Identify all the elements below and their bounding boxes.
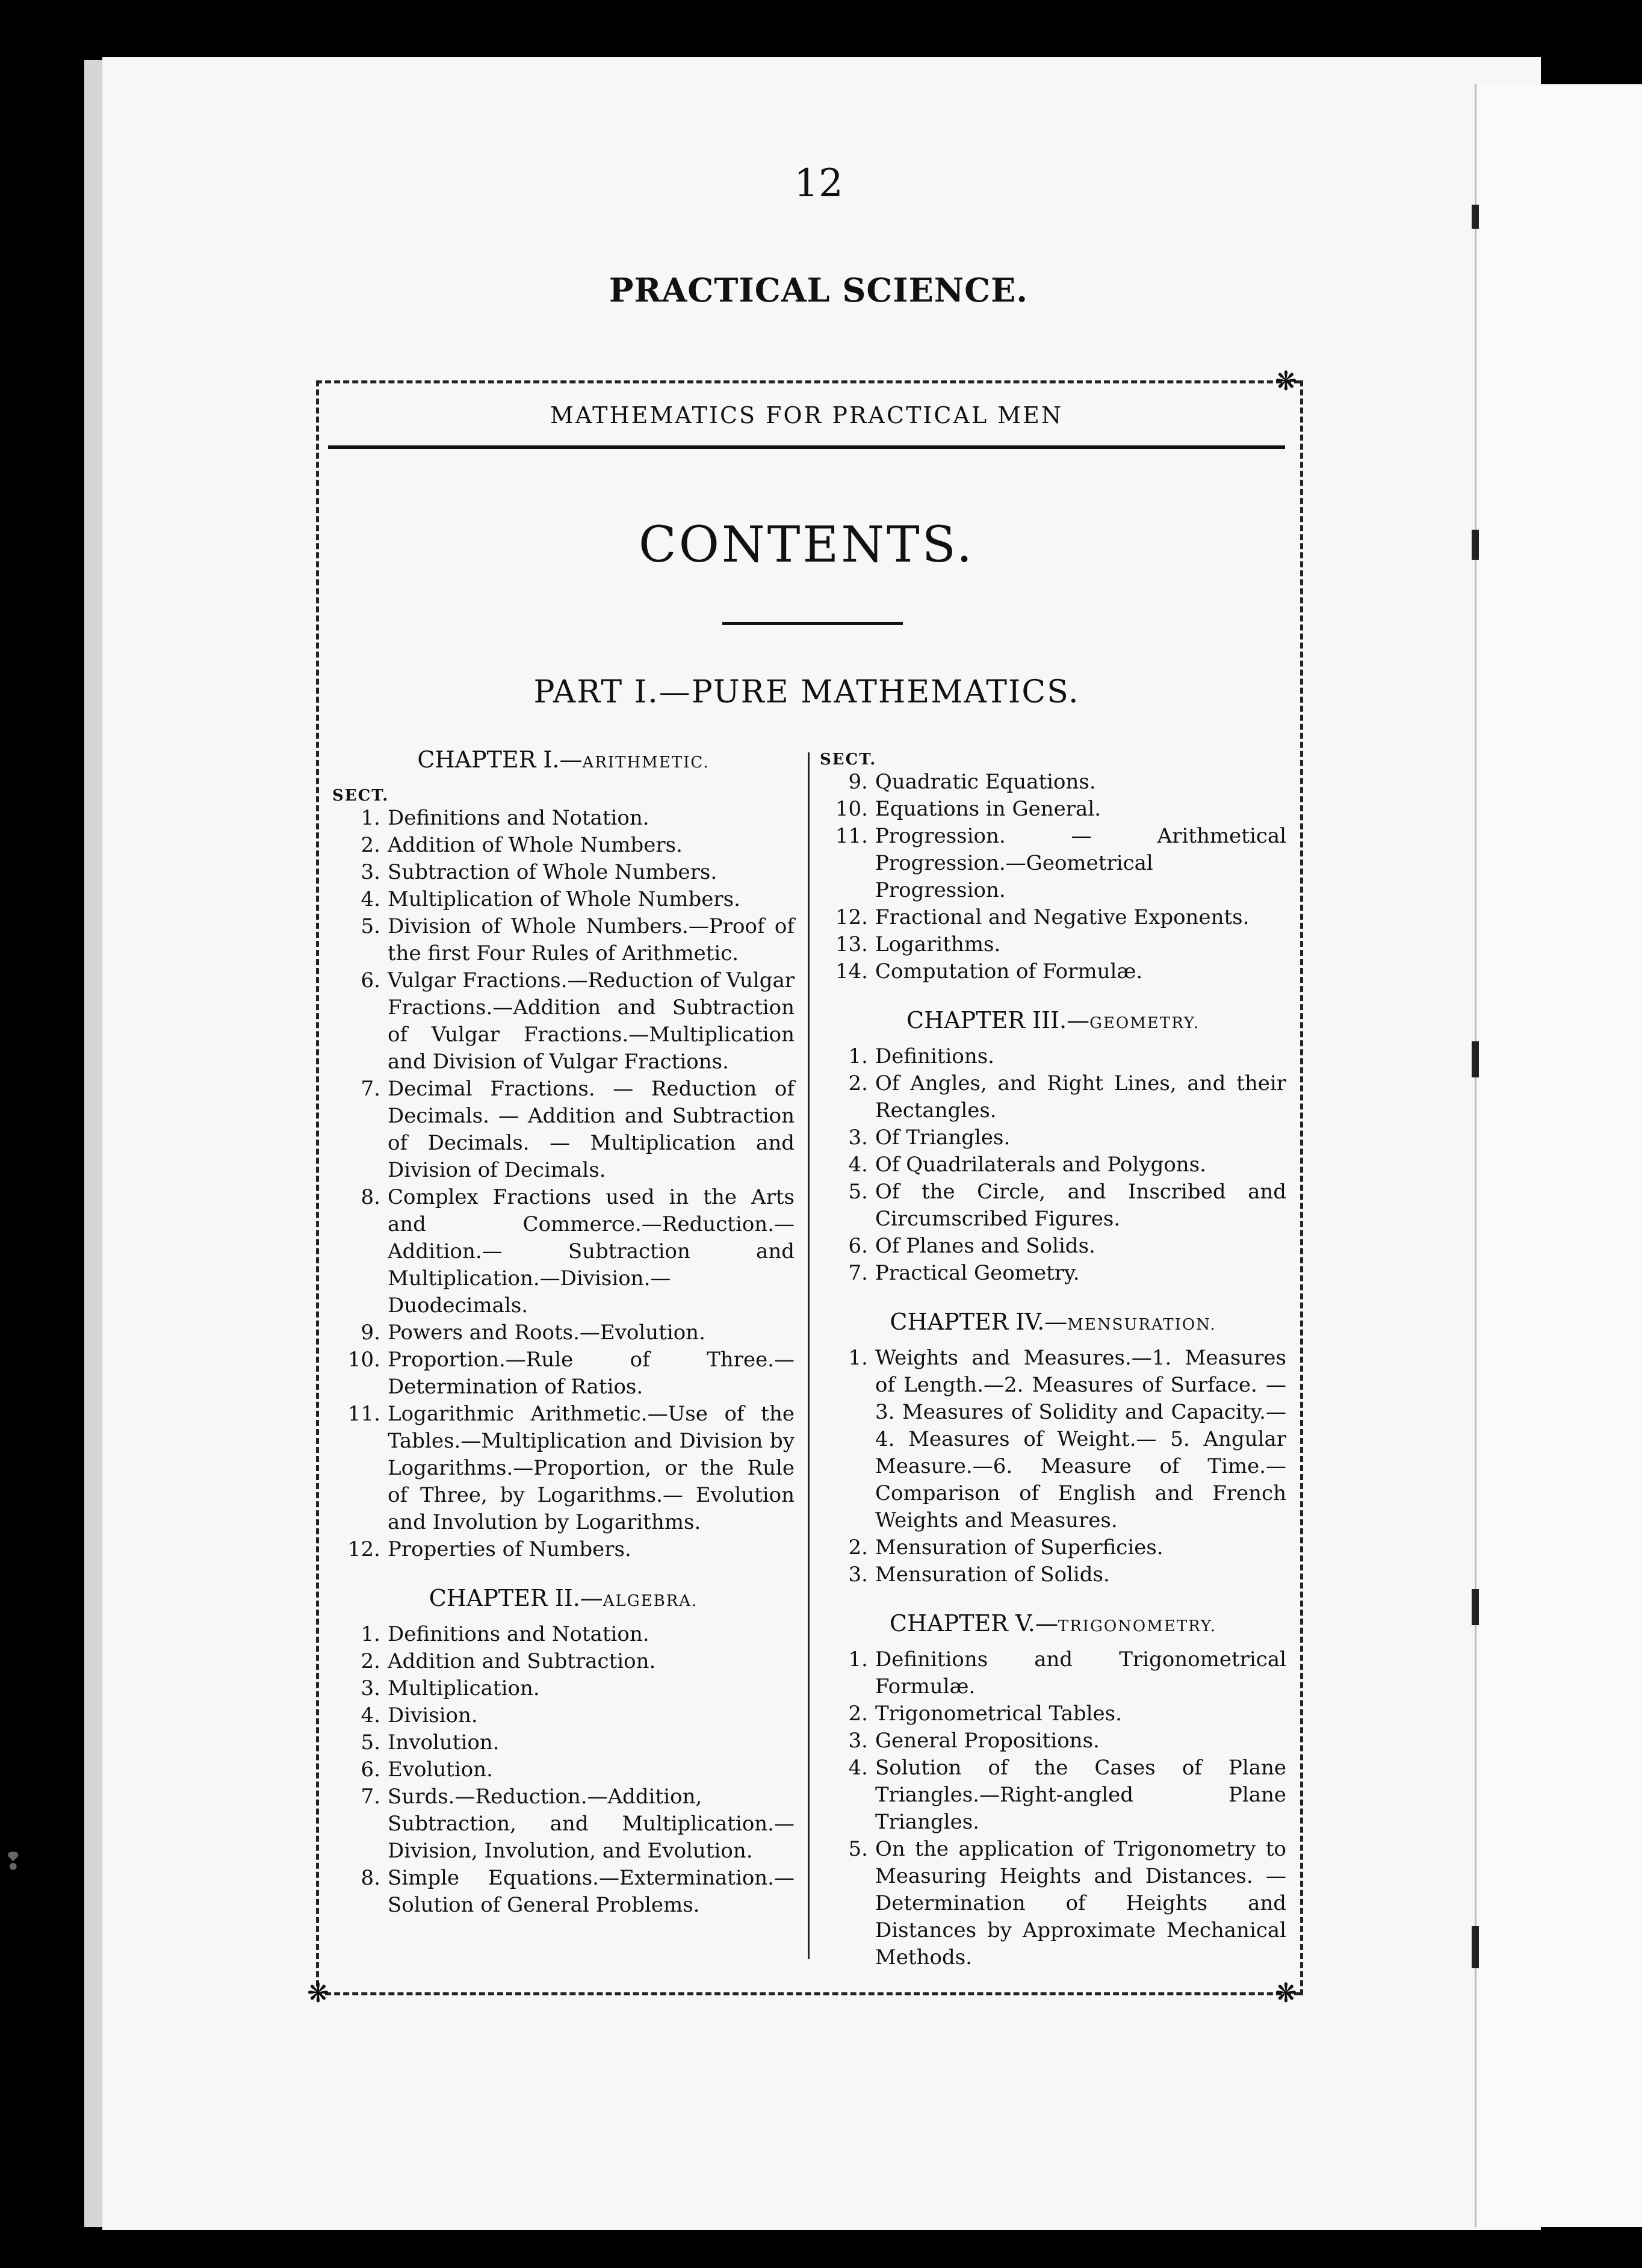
section-number: 11. [835,824,868,848]
section-title: Definitions and Notation. [388,806,649,830]
contents-entry [332,1702,795,1729]
section-title: Computation of Formulæ. [875,959,1143,984]
section-number: 7. [848,1261,868,1285]
section-number: 2. [361,833,380,857]
contents-entry [820,1836,1286,1971]
section-number: 13. [835,932,868,956]
section-number: 2. [848,1535,868,1560]
corner-ornament-icon: ❋ [1275,366,1297,397]
section-number: 9. [848,770,868,794]
contents-entry [820,958,1286,985]
contents-entry [820,1646,1286,1700]
contents-entry [332,913,795,967]
section-title: Evolution. [388,1758,493,1782]
contents-entry [820,769,1286,796]
section-title: Trigonometrical Tables. [875,1702,1122,1726]
sect-label: SECT. [332,787,389,805]
contents-entry [820,904,1286,931]
contents-entry [332,1401,795,1536]
section-title: Division. [388,1703,478,1727]
section-title: Simple Equations.—Extermination.— Solution of General Problems. [388,1866,795,1917]
section-title: Fractional and Negative Exponents. [875,905,1250,929]
section-title: Weights and Measures.—1. Measures of Length.—2. Measures of Surface. —3. Measures of Solidity and Capacity.—4. Measures of Weight.— 5. Angular Measure.—6. Measure of Time.—Comparison of English and French Weights and Measures. [875,1346,1286,1532]
contents-entry [332,886,795,913]
section-title: General Propositions. [875,1729,1100,1753]
section-title: Logarithms. [875,932,1001,956]
section-number: 7. [361,1785,380,1809]
title-rule [328,445,1285,449]
frame-bottom-border [316,1992,1300,1995]
section-title: Addition and Subtraction. [388,1649,656,1673]
section-number: 6. [361,968,380,993]
section-title: Decimal Fractions. — Reduction of Decimals. — Addition and Subtraction of Decimals. — Multiplication and Division of Decimals. [388,1077,795,1182]
contents-entry [820,1070,1286,1124]
contents-entry [820,1124,1286,1151]
contents-entry [820,1179,1286,1233]
chapter-heading: CHAPTER V.—TRIGONOMETRY. [889,1610,1217,1637]
section-number: 12. [347,1537,380,1561]
contents-entry [332,859,795,886]
contents-entry [332,805,795,832]
section-title: Quadratic Equations. [875,770,1096,794]
section-number: 9. [361,1321,380,1345]
contents-entry [820,1151,1286,1179]
section-title: Logarithmic Arithmetic.—Use of the Tables.—Multiplication and Division by Logarithms.—Proportion, or the Rule of Three, by Logarithms.— Evolution and Involution by Logarithms. [388,1402,795,1534]
section-number: 3. [361,1676,380,1700]
section-number: 6. [361,1758,380,1782]
section-number: 14. [835,959,868,984]
contents-entry [332,1675,795,1702]
contents-entry [820,1700,1286,1727]
chapter-heading: CHAPTER II.—ALGEBRA. [429,1585,698,1611]
contents-entry [820,1727,1286,1755]
section-number: 11. [347,1402,380,1426]
book-page-edge [84,60,105,2227]
contents-entry [332,1319,795,1346]
contents-entry [332,1346,795,1401]
contents-entry [332,1865,795,1919]
column-divider [808,752,810,1959]
part-heading: PART I.—PURE MATHEMATICS. [533,674,1080,710]
section-title: Solution of the Cases of Plane Triangles.—Right-angled Plane Triangles. [875,1756,1286,1834]
section-number: 2. [848,1702,868,1726]
section-title: Equations in General. [875,797,1101,821]
section-title: Proportion.—Rule of Three.—Determination of Ratios. [388,1348,795,1399]
right-column [820,746,1286,1971]
section-title: Subtraction of Whole Numbers. [388,860,717,884]
contents-entry [820,1345,1286,1534]
section-number: 3. [361,860,380,884]
contents-entry [820,1260,1286,1287]
contents-entry [820,823,1286,904]
section-number: 6. [848,1234,868,1258]
section-number: 1. [361,806,380,830]
section-number: 3. [848,1126,868,1150]
book-title: MATHEMATICS FOR PRACTICAL MEN [550,402,1064,429]
section-number: 4. [361,1703,380,1727]
section-title: Definitions and Trigonometrical Formulæ. [875,1647,1286,1699]
contents-entry [820,1043,1286,1070]
section-title: Of the Circle, and Inscribed and Circumscribed Figures. [875,1180,1286,1231]
contents-entry [332,1783,795,1865]
section-title: Properties of Numbers. [388,1537,631,1561]
section-title: Of Angles, and Right Lines, and their Rectangles. [875,1071,1286,1123]
section-title: Surds.—Reduction.—Addition, Subtraction, and Multiplication.—Division, Involution, and Evolution. [388,1785,795,1863]
frame-top-border [316,380,1300,383]
section-title: Involution. [388,1730,500,1755]
corner-ornament-icon: ❋ [307,1978,329,2009]
sect-label: SECT. [820,751,877,769]
chapter-entry-list [820,1345,1286,1588]
contents-entry [332,967,795,1076]
contents-entry [820,1233,1286,1260]
chapter-entry-list [820,769,1286,985]
contents-entry [820,1561,1286,1588]
section-title: Mensuration of Superficies. [875,1535,1163,1560]
contents-entry [332,832,795,859]
section-number: 2. [361,1649,380,1673]
chapter-heading: CHAPTER III.—GEOMETRY. [906,1007,1200,1033]
contents-entry [332,1648,795,1675]
section-title: Practical Geometry. [875,1261,1080,1285]
section-title: Of Triangles. [875,1126,1011,1150]
contents-entry [332,1076,795,1184]
section-number: 5. [848,1180,868,1204]
section-title: Multiplication. [388,1676,540,1700]
section-number: 3. [848,1729,868,1753]
chapter-entry-list [332,805,795,1563]
section-title: On the application of Trigonometry to Measuring Heights and Distances. — Determination of Heights and Distances by Approximate Mechanical Methods. [875,1837,1286,1969]
contents-entry [332,1729,795,1756]
section-title: Division of Whole Numbers.—Proof of the first Four Rules of Arithmetic. [388,914,795,965]
section-number: 1. [361,1622,380,1646]
section-title: Definitions and Notation. [388,1622,649,1646]
section-number: 2. [848,1071,868,1095]
facing-page [1475,84,1642,2227]
left-column [332,746,795,1919]
chapter-entry-list [820,1043,1286,1287]
section-title: Progression. — Arithmetical Progression.—Geometrical Progression. [875,824,1286,902]
contents-entry [332,1184,795,1319]
contents-entry [332,1621,795,1648]
heading-rule [722,622,903,625]
section-number: 5. [361,1730,380,1755]
section-title: Mensuration of Solids. [875,1563,1110,1587]
contents-entry [820,1534,1286,1561]
section-number: 10. [835,797,868,821]
running-head: PRACTICAL SCIENCE. [609,271,1029,309]
section-number: 8. [361,1866,380,1890]
section-number: 7. [361,1077,380,1101]
chapter-entry-list [332,1621,795,1919]
section-title: Vulgar Fractions.—Reduction of Vulgar Fractions.—Addition and Subtraction of Vulgar Fractions.—Multiplication and Division of Vulgar Fractions. [388,968,795,1074]
section-number: 8. [361,1185,380,1209]
section-number: 4. [361,887,380,911]
section-number: 5. [848,1837,868,1861]
section-number: 1. [848,1346,868,1370]
page-number: 12 [794,161,843,206]
section-number: 1. [848,1647,868,1672]
section-number: 12. [835,905,868,929]
chapter-heading: CHAPTER IV.—MENSURATION. [890,1309,1216,1335]
section-number: 4. [848,1756,868,1780]
section-title: Complex Fractions used in the Arts and Commerce.—Reduction.—Addition.— Subtraction and Multiplication.—Division.—Duodecimals. [388,1185,795,1318]
contents-entry [820,1755,1286,1836]
section-title: Definitions. [875,1044,994,1068]
chapter-heading: CHAPTER I.—ARITHMETIC. [417,746,710,773]
section-number: 10. [347,1348,380,1372]
section-title: Multiplication of Whole Numbers. [388,887,740,911]
margin-mark: ❢ [3,1848,23,1876]
section-number: 1. [848,1044,868,1068]
section-title: Powers and Roots.—Evolution. [388,1321,705,1345]
contents-entry [332,1536,795,1563]
section-number: 3. [848,1563,868,1587]
section-number: 5. [361,914,380,938]
section-title: Addition of Whole Numbers. [388,833,683,857]
contents-entry [820,931,1286,958]
contents-entry [820,796,1286,823]
section-number: 4. [848,1153,868,1177]
corner-ornament-icon: ❋ [1275,1978,1297,2009]
section-title: Of Planes and Solids. [875,1234,1095,1258]
section-title: Of Quadrilaterals and Polygons. [875,1153,1206,1177]
contents-entry [332,1756,795,1783]
chapter-entry-list [820,1646,1286,1971]
contents-heading: CONTENTS. [638,516,975,574]
